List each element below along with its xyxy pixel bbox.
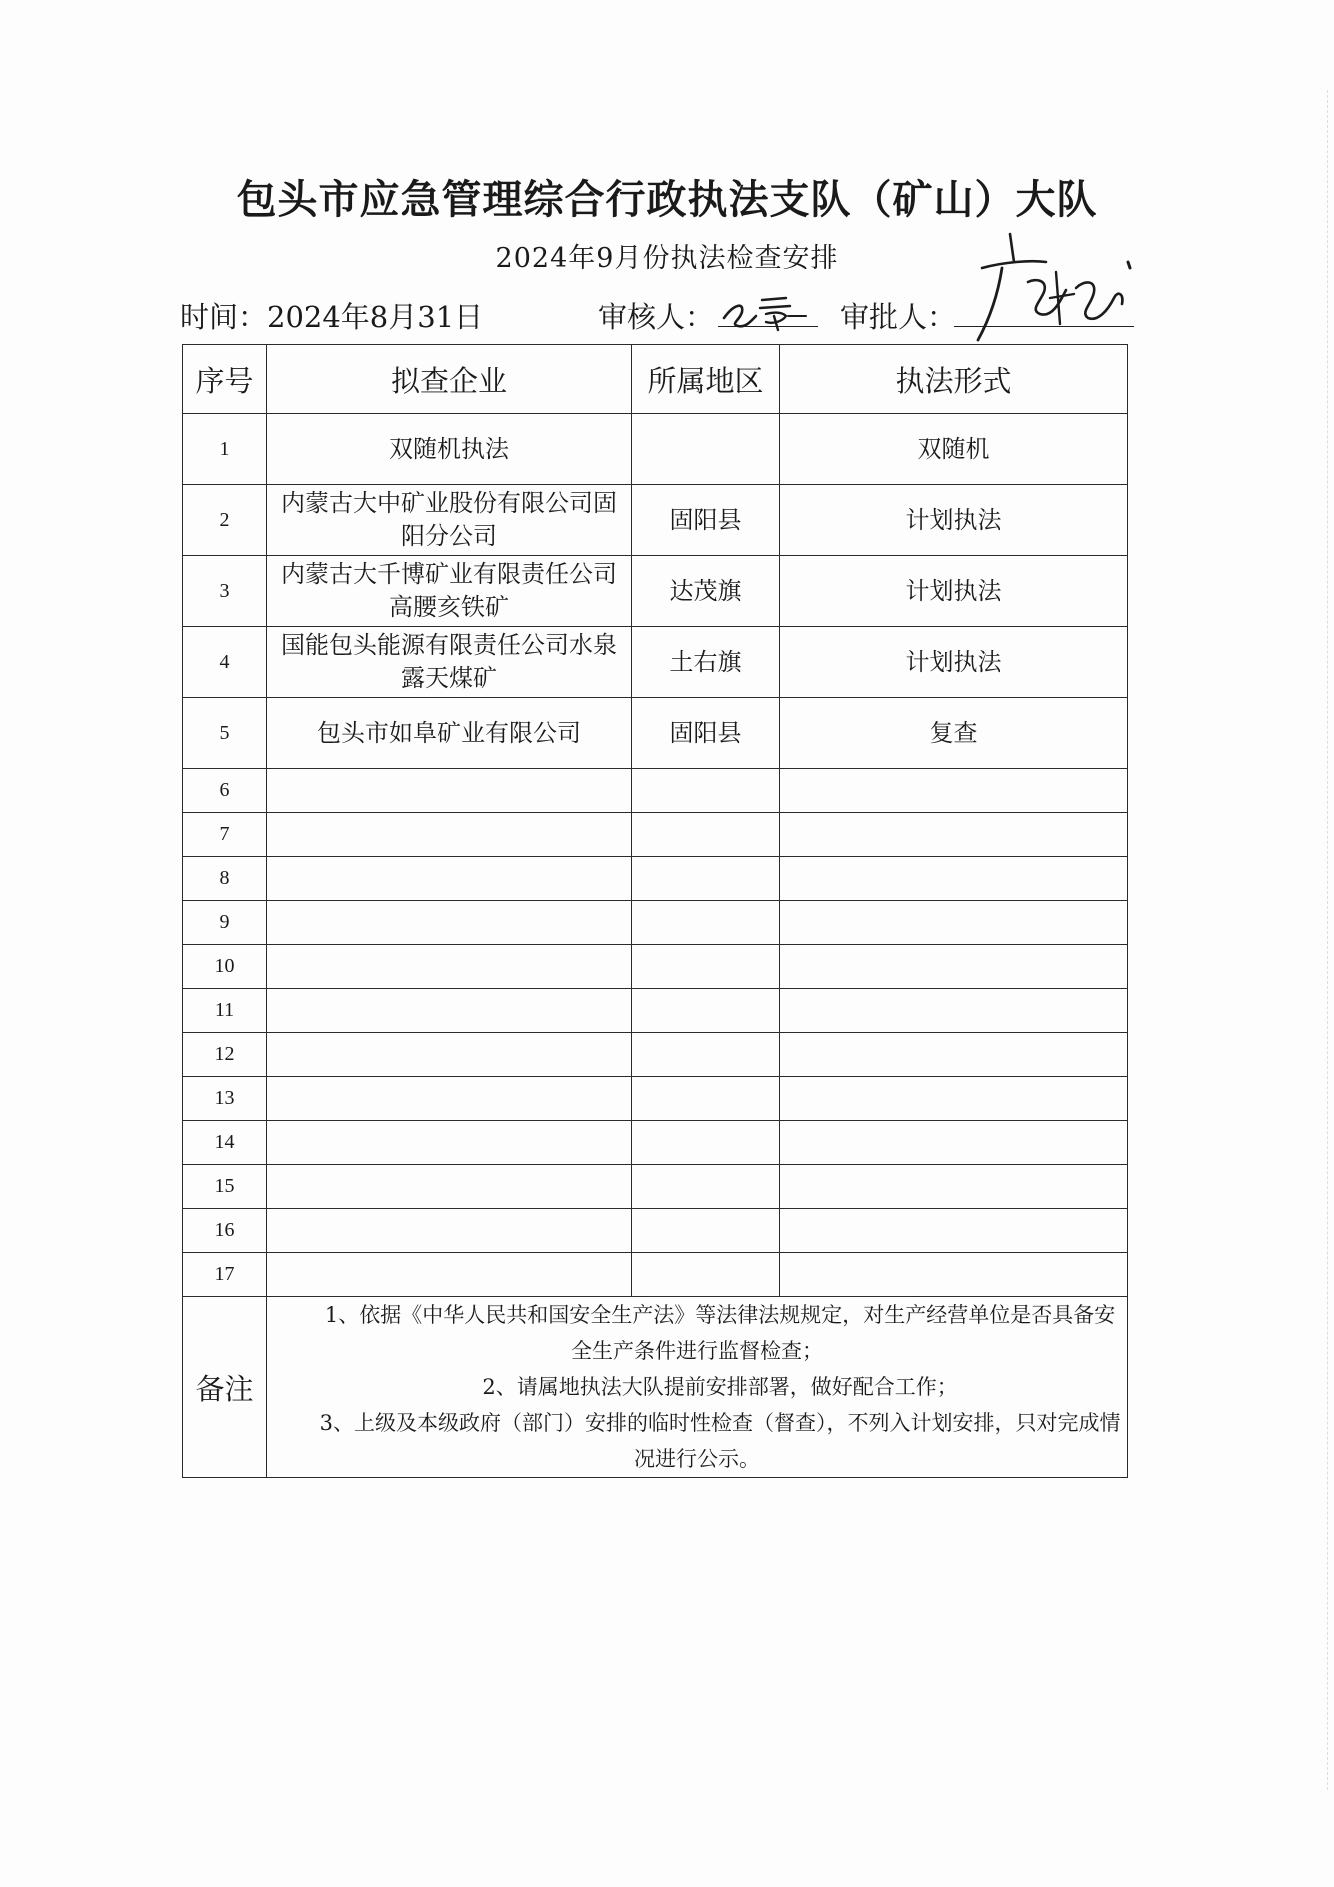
cell-company (267, 813, 632, 857)
table-row-empty (183, 813, 1128, 857)
cell-company (267, 1033, 632, 1077)
table-row (183, 556, 1128, 627)
cell-method: 计划执法 (780, 485, 1128, 556)
cell-method (780, 1121, 1128, 1165)
cell-method: 复查 (780, 698, 1128, 769)
cell-region (632, 1253, 780, 1297)
column-header-region: 所属地区 (632, 345, 780, 414)
cell-region: 达茂旗 (632, 556, 780, 627)
table-row-empty (183, 857, 1128, 901)
cell-region: 固阳县 (632, 485, 780, 556)
cell-region (632, 901, 780, 945)
cell-company: 双随机执法 (267, 414, 632, 485)
table-row-empty (183, 901, 1128, 945)
cell-no: 1 (183, 414, 267, 485)
table-header-row (183, 345, 1128, 414)
cell-no: 5 (183, 698, 267, 769)
cell-no: 17 (183, 1253, 267, 1297)
cell-no: 4 (183, 627, 267, 698)
cell-method (780, 1209, 1128, 1253)
remark-item: 3、上级及本级政府（部门）安排的临时性检查（督查），不列入计划安排，只对完成情况进行公示。 (319, 1411, 1121, 1471)
cell-no: 6 (183, 769, 267, 813)
cell-company (267, 901, 632, 945)
cell-company: 包头市如阜矿业有限公司 (267, 698, 632, 769)
cell-no: 9 (183, 901, 267, 945)
cell-region (632, 857, 780, 901)
cell-company (267, 857, 632, 901)
cell-region (632, 1121, 780, 1165)
table-row-empty (183, 769, 1128, 813)
cell-company (267, 769, 632, 813)
scan-edge-marks (1321, 90, 1328, 1790)
cell-region (632, 1077, 780, 1121)
approver-label: 审批人： (840, 300, 957, 334)
cell-region (632, 414, 780, 485)
cell-method (780, 1033, 1128, 1077)
cell-region (632, 945, 780, 989)
date-line: 时间：2024年8月31日 (180, 300, 484, 334)
cell-company: 内蒙古大千博矿业有限责任公司高腰亥铁矿 (267, 556, 632, 627)
table-row (183, 627, 1128, 698)
table-row-empty (183, 1077, 1128, 1121)
column-header-no: 序号 (183, 345, 267, 414)
cell-company: 内蒙古大中矿业股份有限公司固阳分公司 (267, 485, 632, 556)
column-header-company: 拟查企业 (267, 345, 632, 414)
cell-company (267, 945, 632, 989)
cell-method: 计划执法 (780, 556, 1128, 627)
table-row (183, 485, 1128, 556)
document-subtitle: 2024年9月份执法检查安排 (495, 243, 839, 274)
cell-company (267, 1121, 632, 1165)
cell-region (632, 769, 780, 813)
cell-no: 10 (183, 945, 267, 989)
inspection-schedule-table (182, 344, 1128, 1478)
cell-company (267, 1209, 632, 1253)
cell-company: 国能包头能源有限责任公司水泉露天煤矿 (267, 627, 632, 698)
remarks-body (267, 1297, 1128, 1478)
document-title: 包头市应急管理综合行政执法支队（矿山）大队 (236, 176, 1098, 223)
cell-region: 土右旗 (632, 627, 780, 698)
cell-company (267, 1165, 632, 1209)
table-row-empty (183, 1165, 1128, 1209)
cell-method: 双随机 (780, 414, 1128, 485)
cell-company (267, 1077, 632, 1121)
cell-no: 11 (183, 989, 267, 1033)
approver-signature (956, 228, 1136, 346)
cell-method (780, 945, 1128, 989)
remarks-row (183, 1297, 1128, 1478)
cell-no: 8 (183, 857, 267, 901)
remark-item: 1、依据《中华人民共和国安全生产法》等法律法规规定，对生产经营单位是否具备安全生产条件进行监督检查； (324, 1303, 1116, 1363)
table-row-empty (183, 989, 1128, 1033)
cell-region (632, 989, 780, 1033)
cell-region (632, 1209, 780, 1253)
cell-method (780, 1165, 1128, 1209)
table-row-empty (183, 1209, 1128, 1253)
cell-no: 14 (183, 1121, 267, 1165)
cell-method (780, 857, 1128, 901)
cell-no: 15 (183, 1165, 267, 1209)
cell-no: 2 (183, 485, 267, 556)
cell-region: 固阳县 (632, 698, 780, 769)
cell-no: 16 (183, 1209, 267, 1253)
cell-method (780, 1077, 1128, 1121)
cell-method (780, 901, 1128, 945)
cell-region (632, 1165, 780, 1209)
table-row-empty (183, 945, 1128, 989)
remarks-label: 备注 (183, 1297, 267, 1478)
cell-company (267, 1253, 632, 1297)
cell-company (267, 989, 632, 1033)
cell-no: 12 (183, 1033, 267, 1077)
cell-no: 3 (183, 556, 267, 627)
cell-method: 计划执法 (780, 627, 1128, 698)
table-row (183, 414, 1128, 485)
cell-no: 13 (183, 1077, 267, 1121)
table-row-empty (183, 1033, 1128, 1077)
cell-method (780, 813, 1128, 857)
cell-method (780, 769, 1128, 813)
cell-method (780, 1253, 1128, 1297)
cell-region (632, 813, 780, 857)
table-row (183, 698, 1128, 769)
remark-item: 2、请属地执法大队提前安排部署，做好配合工作； (482, 1375, 958, 1399)
cell-region (632, 1033, 780, 1077)
cell-method (780, 989, 1128, 1033)
cell-no: 7 (183, 813, 267, 857)
table-row-empty (183, 1253, 1128, 1297)
table-row-empty (183, 1121, 1128, 1165)
reviewer-label: 审核人： (598, 300, 715, 334)
column-header-method: 执法形式 (780, 345, 1128, 414)
reviewer-signature (716, 286, 826, 334)
